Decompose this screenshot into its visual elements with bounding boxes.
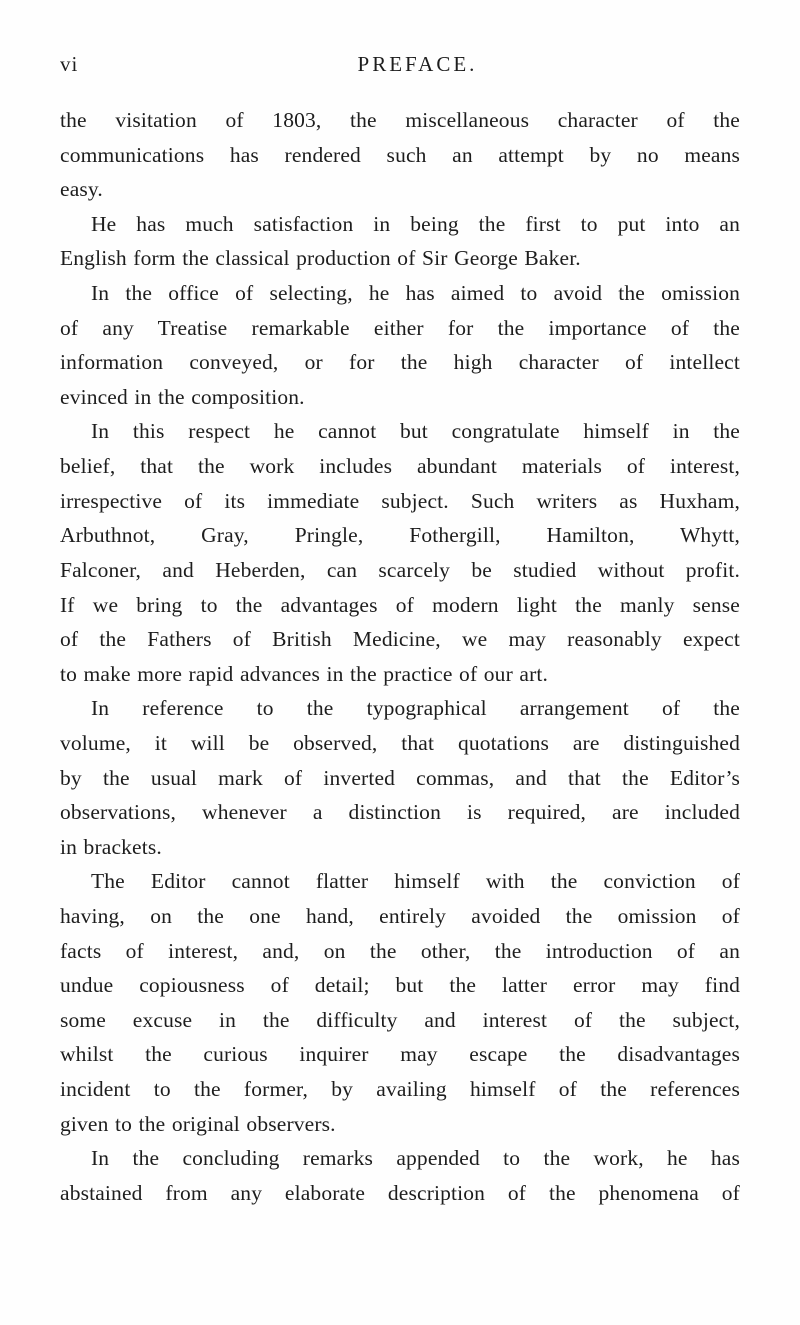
- text-line: Arbuthnot, Gray, Pringle, Fothergill, Hamilton, Whytt,: [60, 523, 740, 548]
- text-line: communications has rendered such an attempt by no means: [60, 142, 740, 167]
- text-line: evinced in the composition.: [60, 384, 305, 409]
- paragraph-start-line: In the office of selecting, he has aimed to avoid the omission: [91, 281, 740, 306]
- text-line: volume, it will be observed, that quotations are distinguished: [60, 730, 740, 755]
- text-line: having, on the one hand, entirely avoided the omission of: [60, 904, 740, 929]
- text-line: abstained from any elaborate description of the phenomena of: [60, 1180, 740, 1205]
- text-line: incident to the former, by availing himself of the references: [60, 1077, 740, 1102]
- text-line: information conveyed, or for the high character of intellect: [60, 350, 740, 375]
- text-line: the visitation of 1803, the miscellaneous character of the: [60, 108, 740, 132]
- running-head: PREFACE.: [357, 52, 478, 76]
- text-line: given to the original observers.: [60, 1111, 336, 1136]
- text-line: undue copiousness of detail; but the latter error may find: [60, 973, 740, 998]
- text-line: facts of interest, and, on the other, the introduction of an: [60, 938, 740, 963]
- paragraph-start-line: In the concluding remarks appended to the work, he has: [91, 1146, 740, 1171]
- paragraph-start-line: In this respect he cannot but congratulate himself in the: [91, 419, 740, 444]
- text-line: If we bring to the advantages of modern light the manly sense: [60, 592, 740, 617]
- text-line: observations, whenever a distinction is required, are included: [60, 800, 740, 825]
- text-line: Falconer, and Heberden, can scarcely be studied without profit.: [60, 557, 740, 582]
- body-text: [60, 103, 740, 1211]
- text-line: some excuse in the difficulty and interest of the subject,: [60, 1007, 740, 1032]
- text-line: irrespective of its immediate subject. Such writers as Huxham,: [60, 488, 740, 513]
- text-line: English form the classical production of Sir George Baker.: [60, 246, 581, 271]
- text-line: belief, that the work includes abundant materials of interest,: [60, 454, 740, 479]
- text-line: to make more rapid advances in the practice of our art.: [60, 661, 549, 686]
- text-line: by the usual mark of inverted commas, and that the Editor’s: [60, 765, 740, 790]
- text-line: of any Treatise remarkable either for the importance of the: [60, 315, 740, 340]
- page-header: [60, 52, 760, 82]
- text-line: easy.: [60, 177, 103, 202]
- text-line: in brackets.: [60, 834, 162, 859]
- paragraph-start-line: The Editor cannot flatter himself with the conviction of: [91, 869, 740, 894]
- paragraph-start-line: In reference to the typographical arrangement of the: [91, 696, 740, 721]
- paragraph-start-line: He has much satisfaction in being the first to put into an: [91, 211, 740, 236]
- text-line: whilst the curious inquirer may escape the disadvantages: [60, 1042, 740, 1067]
- text-line: of the Fathers of British Medicine, we may reasonably expect: [60, 627, 740, 652]
- page-number: vi: [60, 52, 79, 76]
